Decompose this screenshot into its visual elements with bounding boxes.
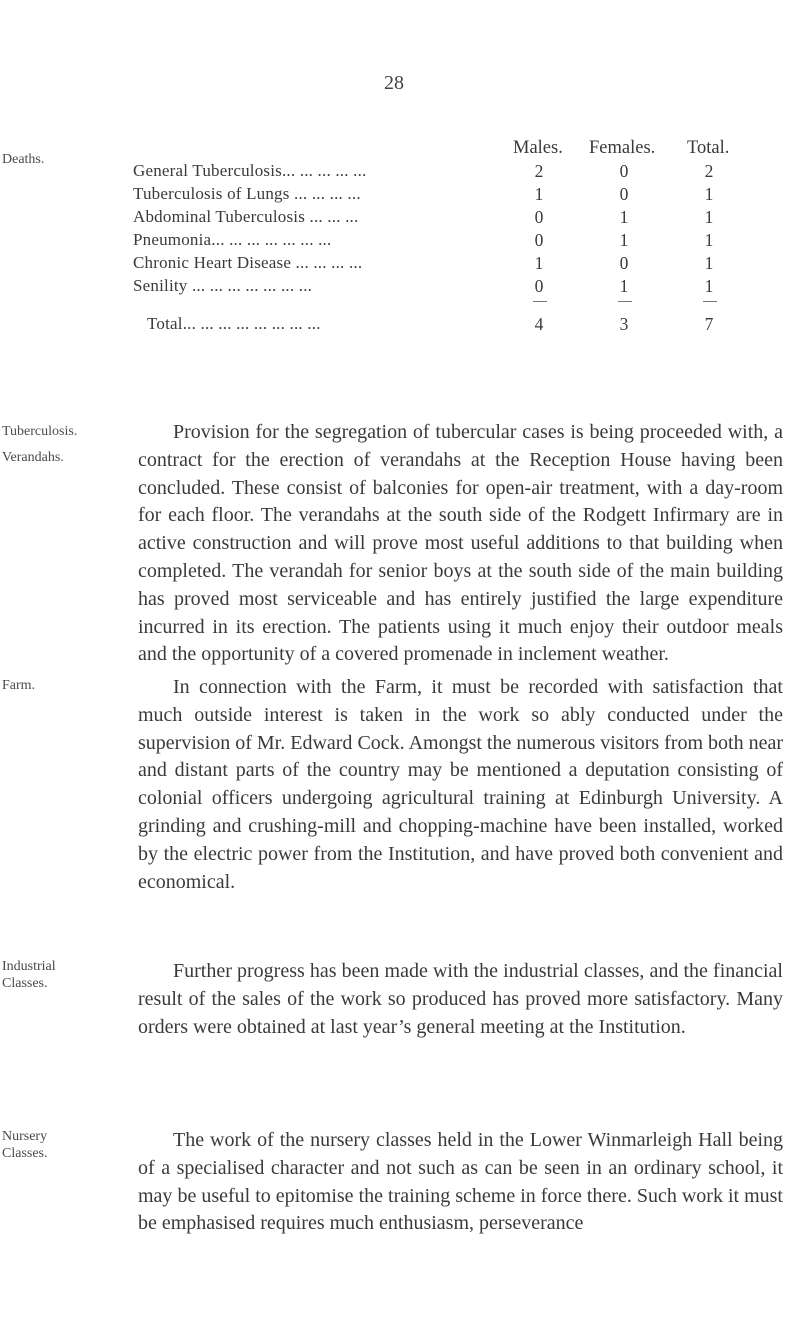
sidenote-deaths: Deaths. — [2, 152, 45, 167]
row-cause: Tuberculosis of Lungs ... ... ... ... — [133, 184, 361, 203]
row-males: 2 — [534, 161, 544, 181]
paragraph-tuberculosis: Provision for the segregation of tubercular cases is being proceeded with, a contract for the erection of verandahs at the Reception House having been concluded. These consist of balconies for open-air treatment, with a day-room for each floor. The verandahs at the south side of the Rodgett Infirmary are in active construction and will prove most useful additions to that building when completed. The verandah for senior boys at the south side of the main building has proved most serviceable and has entirely justified the large expenditure incurred in its erection. The patients using it much enjoy their outdoor meals and the opportunity of a covered promenade in inclement weather. — [138, 421, 783, 666]
header-total: Total. — [687, 138, 730, 158]
total-total: 7 — [704, 314, 714, 334]
row-total: 1 — [704, 184, 714, 204]
table-row — [133, 253, 801, 273]
row-total: 2 — [704, 161, 714, 181]
row-females: 0 — [619, 253, 629, 273]
row-males: 0 — [534, 276, 544, 296]
row-cause: Pneumonia... ... ... ... ... ... ... — [133, 230, 332, 249]
row-total: 1 — [704, 253, 714, 273]
total-rule-females — [618, 301, 632, 302]
table-row — [133, 276, 801, 296]
sidenote-farm: Farm. — [2, 678, 36, 693]
row-females: 1 — [619, 207, 629, 227]
paragraph-nursery-classes: The work of the nursery classes held in the Lower Winmarleigh Hall being of a specialised character and not such as can be seen in an ordinary school, it may be useful to epitomise the training scheme in force there. Such work it must be emphasised requires much enthusiasm, perseverance — [138, 1129, 783, 1235]
total-rule-total — [703, 301, 717, 302]
sidenote-nursery-classes: Nursery Classes. — [2, 1129, 48, 1161]
total-rule-males — [533, 301, 547, 302]
row-total: 1 — [704, 276, 714, 296]
table-total-row — [133, 314, 801, 334]
sidenote-industrial-classes: Industrial Classes. — [2, 959, 56, 991]
table-row — [133, 230, 801, 250]
total-males: 4 — [534, 314, 544, 334]
row-cause: General Tuberculosis... ... ... ... ... — [133, 161, 367, 180]
table-row — [133, 184, 801, 204]
total-label: Total... ... ... ... ... ... ... ... — [147, 314, 321, 333]
row-total: 1 — [704, 230, 714, 250]
row-females: 0 — [619, 184, 629, 204]
sidenote-verandahs: Verandahs. — [2, 450, 64, 465]
row-males: 0 — [534, 207, 544, 227]
row-females: 1 — [619, 276, 629, 296]
table-row — [133, 161, 801, 181]
paragraph-farm: In connection with the Farm, it must be recorded with satisfaction that much outside interest is taken in the work so ably conducted under the supervision of Mr. Edward Cock. Amongst the numerous visitors from both near and distant parts of the country may be mentioned a deputation consisting of colonial officers undergoing agricultural training at Edinburgh University. A grinding and crushing-mill and chopping-machine have been installed, worked by the electric power from the Institution, and have proved both convenient and economical. — [138, 676, 783, 893]
table-row — [133, 207, 801, 227]
total-females: 3 — [619, 314, 629, 334]
row-males: 1 — [534, 253, 544, 273]
row-females: 1 — [619, 230, 629, 250]
row-cause: Senility ... ... ... ... ... ... ... — [133, 276, 313, 295]
row-cause: Chronic Heart Disease ... ... ... ... — [133, 253, 363, 272]
row-males: 1 — [534, 184, 544, 204]
page-number: 28 — [384, 72, 404, 94]
sidenote-tuberculosis: Tuberculosis. — [2, 424, 78, 439]
header-males: Males. — [513, 138, 563, 158]
row-females: 0 — [619, 161, 629, 181]
row-males: 0 — [534, 230, 544, 250]
row-cause: Abdominal Tuberculosis ... ... ... — [133, 207, 359, 226]
paragraph-industrial-classes: Further progress has been made with the industrial classes, and the financial result of the sales of the work so produced has proved more satisfactory. Many orders were obtained at last year’s general meeting at the Institution. — [138, 960, 783, 1038]
row-total: 1 — [704, 207, 714, 227]
header-females: Females. — [589, 138, 656, 158]
